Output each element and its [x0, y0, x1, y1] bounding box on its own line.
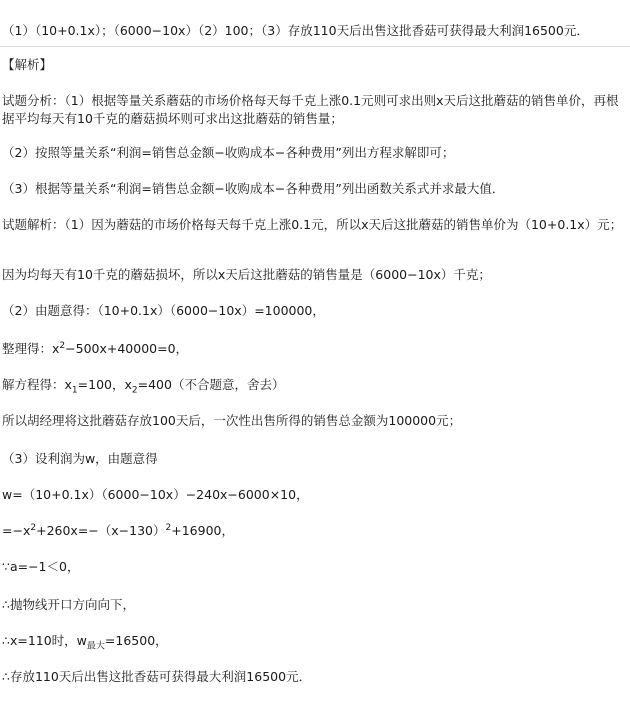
section-header: 【解析】 [2, 57, 53, 72]
subscript-1: 1 [71, 385, 78, 396]
solution-part-3-intro: （3）设利润为w，由题意得 [2, 451, 158, 466]
max-pre: ∴x=110时，w [2, 633, 87, 648]
section-divider [0, 46, 630, 47]
simplified-pre: 整理得：x [2, 341, 60, 356]
max-subscript: 最大 [86, 641, 105, 652]
roots-post: =400（不合题意，舍去） [137, 377, 285, 392]
vertex-post: +16900， [171, 523, 234, 538]
exponent: 2 [59, 340, 66, 351]
answer-line: （1）（10+0.1x）；（6000−10x）（2）100；（3）存放110天后出售这批香菇可获得最大利润16500元． [2, 23, 589, 38]
roots-mid: =100，x [77, 377, 132, 392]
solution-conclusion-2: 所以胡经理将这批蘑菇存放100天后，一次性出售所得的销售总金额为100000元； [2, 413, 462, 428]
solution-equation: （2）由题意得：（10+0.1x）（6000−10x）=100000， [2, 303, 325, 318]
final-conclusion: ∴存放110天后出售这批香菇可获得最大利润16500元． [2, 669, 312, 684]
solution-vertex-form [2, 522, 626, 540]
analysis-part-2: （2）按照等量关系“利润=销售总金额−收购成本−各种费用”列出方程求解即可； [2, 145, 455, 160]
solution-part-1: 试题解析：（1）因为蘑菇的市场价格每天每千克上涨0.1元，所以x天后这批蘑菇的销售单价为（10+0.1x）元； [2, 217, 623, 232]
solution-parabola-direction: ∴抛物线开口方向向下， [2, 597, 135, 612]
analysis-part-1: 试题分析：（1）根据等量关系蘑菇的市场价格每天每千克上涨0.1元则可求出则x天后这批蘑菇的销售单价，再根据平均每天有10千克的蘑菇损坏则可求出这批蘑菇的销售量； [2, 93, 619, 126]
exponent: 2 [165, 522, 172, 533]
roots-pre: 解方程得：x [2, 377, 72, 392]
solution-coefficient-check: ∵a=−1＜0， [2, 559, 80, 574]
analysis-part-3: （3）根据等量关系“利润=销售总金额−收购成本−各种费用”列出函数关系式并求最大值． [2, 181, 505, 196]
solution-sales-volume: 因为均每天有10千克的蘑菇损坏，所以x天后这批蘑菇的销售量是（6000−10x）千克； [2, 267, 491, 282]
solution-profit-function: w=（10+0.1x）（6000−10x）−240x−6000×10， [2, 487, 309, 502]
solution-roots [2, 376, 626, 394]
solution-maximum [2, 632, 626, 650]
simplified-post: −500x+40000=0， [65, 341, 189, 356]
max-post: =16500， [104, 633, 168, 648]
subscript-2: 2 [131, 385, 138, 396]
solution-simplified [2, 340, 626, 358]
vertex-pre: =−x [2, 523, 31, 538]
vertex-mid: +260x=−（x−130） [36, 523, 166, 538]
exponent: 2 [30, 522, 37, 533]
